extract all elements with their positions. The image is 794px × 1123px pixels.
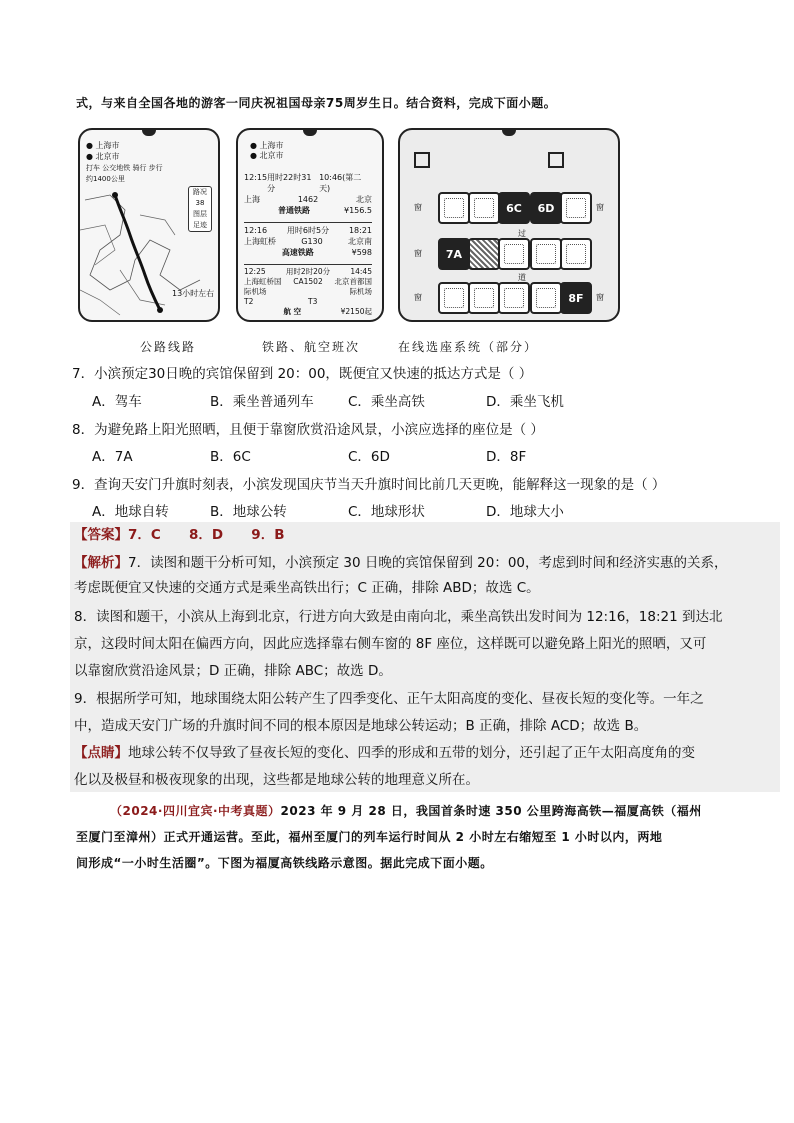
seat-top-icon-right	[548, 152, 564, 168]
route-duration: 13小时左右	[172, 289, 215, 298]
option-8a: A．7A	[92, 449, 133, 465]
route-modes[interactable]: 打车 公交地铁 骑行 步行	[86, 164, 163, 172]
route-distance: 约1400公里	[86, 175, 125, 183]
comment-line-2: 化以及极昼和极夜现象的出现，这些都是地球公转的地理意义所在。	[74, 772, 479, 788]
option-7a: A．驾车	[92, 394, 142, 410]
seat[interactable]	[438, 192, 470, 224]
analysis-line-7: 中，造成天安门广场的升旗时间不同的根本原因是地球公转运动；B 正确，排除 ACD；故选 B。	[74, 718, 648, 734]
option-9d: D．地球大小	[486, 504, 564, 520]
seat[interactable]	[498, 282, 530, 314]
option-8c: C．6D	[348, 449, 390, 465]
seat[interactable]	[530, 282, 562, 314]
caption-route: 公路线路	[140, 340, 197, 354]
option-7b: B．乘坐普通列车	[210, 394, 314, 410]
comment-line-1: 【点睛】地球公转不仅导致了昼夜长短的变化、四季的形成和五带的划分，还引起了正午太阳高度角的变	[74, 745, 695, 761]
option-9b: B．地球公转	[210, 504, 287, 520]
seat-7a[interactable]: 7A	[438, 238, 470, 270]
option-8d: D．8F	[486, 449, 527, 465]
next-intro-line-1: （2024·四川宜宾·中考真题）2023 年 9 月 28 日，我国首条时速 350 公里跨海高铁—福厦高铁（福州	[110, 804, 702, 818]
phone-notch	[502, 128, 516, 136]
ticket-high-speed-train[interactable]: 12:16 用时6时5分 18:21 上海虹桥 G130 北京南 高速铁路 ¥598	[244, 222, 372, 258]
analysis-line-1: 【解析】7．读图和题干分析可知，小滨预定 30 日晚的宾馆保留到 20：00，考虑到时间和经济实惠的关系，	[74, 555, 728, 571]
seat[interactable]	[560, 238, 592, 270]
window-label-left: 窗	[414, 293, 422, 302]
seat-top-icon-left	[414, 152, 430, 168]
question-9: 9．查询天安门升旗时刻表，小滨发现国庆节当天升旗时间比前几天更晚，能解释这一现象的是（ ）	[72, 477, 666, 493]
schedule-from: ● 上海市	[250, 141, 284, 150]
question-7: 7．小滨预定30日晚的宾馆保留到 20：00，既便宜又快速的抵达方式是（ ）	[72, 366, 533, 382]
window-label-left: 窗	[414, 249, 422, 258]
ticket-normal-train[interactable]: 12:15 用时22时31分 10:46(第二天) 上海 1462 北京 普通铁路 ¥156.5	[244, 173, 372, 215]
seat[interactable]	[530, 238, 562, 270]
phone-schedule	[236, 128, 384, 322]
caption-schedule: 铁路、航空班次	[262, 340, 361, 354]
window-label-left: 窗	[414, 203, 422, 212]
phone-route-map	[78, 128, 220, 322]
question-8: 8．为避免路上阳光照晒，且便于靠窗欣赏沿途风景，小滨应选择的座位是（ ）	[72, 422, 544, 438]
seat[interactable]	[498, 238, 530, 270]
caption-seat-system: 在线选座系统（部分）	[398, 340, 539, 354]
map-side-buttons[interactable]: 路况 38 图层 足迹	[188, 186, 212, 232]
analysis-line-3: 8．读图和题干，小滨从上海到北京，行进方向大致是由南向北，乘坐高铁出发时间为 12:16，18:21 到达北	[74, 609, 723, 625]
analysis-line-5: 以靠窗欣赏沿途风景；D 正确，排除 ABC；故选 D。	[74, 663, 392, 679]
window-label-right: 窗	[596, 203, 604, 212]
phone-notch	[142, 128, 156, 136]
seat[interactable]	[438, 282, 470, 314]
seat-6d[interactable]: 6D	[530, 192, 562, 224]
phone-seat-selection	[398, 128, 620, 322]
route-from: ● 上海市	[86, 141, 120, 150]
option-9a: A．地球自转	[92, 504, 169, 520]
answer-line: 【答案】7．C 8．D 9．B	[74, 527, 285, 543]
option-7d: D．乘坐飞机	[486, 394, 564, 410]
seat[interactable]	[468, 192, 500, 224]
option-9c: C．地球形状	[348, 504, 425, 520]
seat-6c[interactable]: 6C	[498, 192, 530, 224]
window-label-right: 窗	[596, 293, 604, 302]
aisle-label: 过	[518, 229, 526, 238]
schedule-to: ● 北京市	[250, 151, 284, 160]
seat-8f[interactable]: 8F	[560, 282, 592, 314]
option-7c: C．乘坐高铁	[348, 394, 425, 410]
ticket-flight[interactable]: 12:25 用时2时20分 14:45 上海虹桥国际机场 CA1502 北京首都国际机场 T2 T3 航 空 ¥2150起	[244, 264, 372, 317]
seat[interactable]	[468, 282, 500, 314]
seat-occupied	[468, 238, 500, 270]
analysis-line-2: 考虑既便宜又快速的交通方式是乘坐高铁出行；C 正确，排除 ABD；故选 C。	[74, 580, 540, 596]
seat[interactable]	[560, 192, 592, 224]
next-intro-line-2: 至厦门至漳州）正式开通运营。至此，福州至厦门的列车运行时间从 2 小时左右缩短至 1 小时以内，两地	[76, 830, 663, 844]
analysis-line-6: 9．根据所学可知，地球围绕太阳公转产生了四季变化、正午太阳高度的变化、昼夜长短的变化等。一年之	[74, 691, 704, 707]
option-8b: B．6C	[210, 449, 251, 465]
route-to: ● 北京市	[86, 152, 120, 161]
next-intro-line-3: 间形成“一小时生活圈”。下图为福厦高铁线路示意图。据此完成下面小题。	[76, 856, 493, 870]
intro-text: 式，与来自全国各地的游客一同庆祝祖国母亲75周岁生日。结合资料，完成下面小题。	[76, 96, 557, 110]
aisle-label-2: 道	[518, 273, 526, 282]
phone-notch	[303, 128, 317, 136]
analysis-line-4: 京，这段时间太阳在偏西方向，因此应选择靠右侧车窗的 8F 座位，这样既可以避免路上阳光的照晒，又可	[74, 636, 707, 652]
